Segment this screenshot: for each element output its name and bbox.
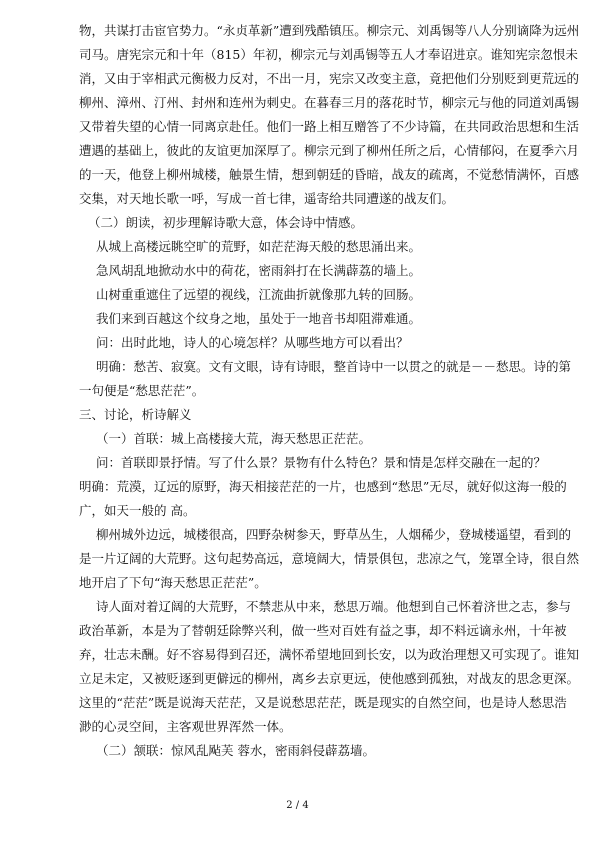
text-line: 交集，对天地长歌一呼，写成一首七律，遥寄给共同遭遂的战友们。 — [79, 191, 455, 206]
text-line: 弃，壮志未酬。好不容易得到召还，满怀希望地回到长安，以为政治理想又可实现了。谁知 — [79, 647, 580, 662]
text-line: 的一天，他登上柳州城楼，触景生情，想到朝廷的昏暗，战友的疏离，不觉愁情满怀，百感 — [79, 167, 580, 182]
answer-line: 一句便是“愁思茫茫”。 — [79, 383, 205, 398]
text-line: 渺的心灵空间，主客观世界浑然一体。 — [79, 719, 292, 734]
translation-line: 我们来到百越这个纹身之地，虽处于一地音书却阻滞难通。 — [96, 311, 422, 326]
section-heading: （二）朗读，初步理解诗歌大意，体会诗中情感。 — [88, 215, 364, 230]
section-heading: 三、讨论，析诗解义 — [79, 407, 192, 422]
question-line: 问：首联即景抒情。写了什么景？景物有什么特色？景和情是怎样交融在一起的？ — [96, 455, 547, 470]
text-line: 地开启了下句“海天愁思正茫茫”。 — [79, 575, 267, 590]
translation-line: 从城上高楼远眺空旷的荒野，如茫茫海天般的愁思涌出来。 — [96, 239, 422, 254]
question-line: 问：出时此地，诗人的心境怎样？从哪些地方可以看出？ — [96, 335, 409, 350]
text-line: 是一片辽阔的大荒野。这句起势高远，意境阔大，情景俱包，悲凉之气，笼罩全诗，很自然 — [79, 551, 580, 566]
text-line: 消，又由于宰相武元衡极力反对，不出一月，宪宗又改变主意，竟把他们分别贬到更荒远的 — [79, 71, 580, 86]
subsection-heading: （二）颔联：惊风乱飐芙 蓉水，密雨斜侵薜荔墙。 — [96, 743, 375, 758]
text-line: 柳州、漳州、汀州、封州和连州为刺史。在暮春三月的落花时节，柳宗元与他的同道刘禹锡 — [79, 95, 580, 110]
text-line: 又带着失望的心情一同离京赴任。他们一路上相互赠答了不少诗篇，在共同政治思想和生活 — [79, 119, 580, 134]
answer-line: 明确：荒漠，辽远的原野，海天相接茫茫的一片，也感到“愁思”无尽，就好似这海一般的 — [79, 479, 567, 494]
text-line: 柳州城外边远，城楼很高，四野杂树参天，野草丛生，人烟稀少，登城楼遥望，看到的 — [96, 527, 572, 542]
answer-line: 明确：愁苦、寂寞。文有文眼，诗有诗眼，整首诗中一以贯之的就是－－愁思。诗的第 — [96, 359, 572, 374]
subsection-heading: （一）首联：城上高楼接大荒，海天愁思正茫茫。 — [96, 431, 372, 446]
text-line: 立足未定，又被贬逐到更僻远的柳州，离乡去京更远，使他感到孤独，对战友的思念更深。 — [79, 671, 580, 686]
answer-line: 广，如天一般的 高。 — [79, 503, 196, 518]
text-line: 这里的“茫茫”既是说海天茫茫，又是说愁思茫茫，既是现实的自然空间，也是诗人愁思浩 — [79, 695, 567, 710]
page-number: 2 / 4 — [286, 800, 309, 811]
translation-line: 山树重重遮住了远望的视线，江流曲折就像那九转的回肠。 — [96, 287, 422, 302]
text-line: 司马。唐宪宗元和十年（815）年初，柳宗元与刘禹锡等五人才奉诏进京。谁知宪宗忽恨未 — [79, 47, 578, 62]
text-line: 政治革新，本是为了替朝廷除弊兴利，做一些对百姓有益之事，却不料远谪永州，十年被 — [79, 623, 567, 638]
text-line: 诗人面对着辽阔的大荒野，不禁悲从中来，愁思万端。他想到自己怀着济世之志，参与 — [96, 599, 572, 614]
text-line: 遭遇的基础上，彼此的友谊更加深厚了。柳宗元到了柳州任所之后，心情郁闷，在夏季六月 — [79, 143, 580, 158]
text-line: 物，共谋打击宦官势力。“永贞革新”遭到残酷镇压。柳宗元、刘禹锡等八人分别谪降为远州 — [79, 23, 580, 38]
translation-line: 急风胡乱地掀动水中的荷花，密雨斜打在长满薜荔的墙上。 — [96, 263, 422, 278]
